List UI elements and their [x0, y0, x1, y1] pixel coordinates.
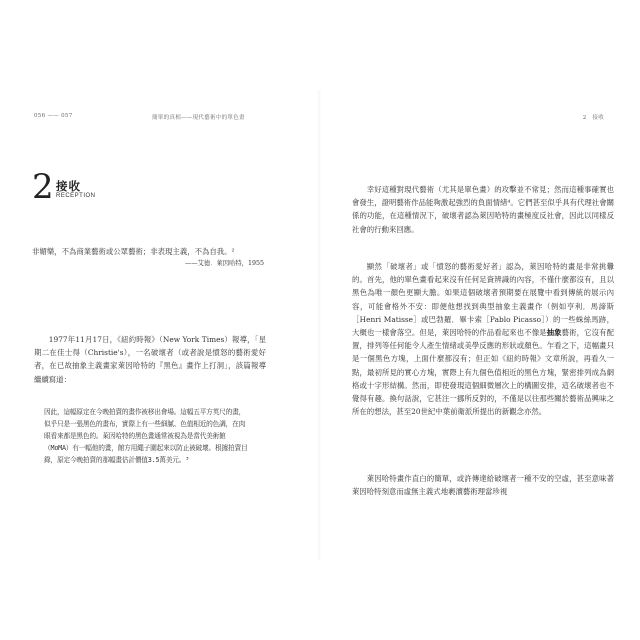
epigraph	[32, 245, 264, 267]
page-numbers: 056 —— 057	[34, 113, 73, 119]
block-quote: 因此，這幅原定在今晚拍賣的畫作被移出會場。這幅五平方英尺的畫，似乎只是一張黑色的畫布，實際上有一些細膩、色值相近的色調，在肉眼看來都是黑色的。萊因哈特的黑色畫通常被視為是當代美術館（MoMA）有一幅他的畫，館方用繩子圍起來以防止被破壞。根據拍賣目錄，原定今晚拍賣的那幅畫估計價值3.5萬美元。³	[44, 408, 248, 464]
right-page	[334, 0, 620, 640]
emphasis-text: 抽象	[546, 328, 562, 338]
body-paragraph-2	[352, 260, 614, 418]
paragraph-text-cont: 藝術，它沒有配置，排列等任何能令人產生情緒或美學反應的形狀或顏色。乍看之下，這幅畫只是一個黑色方塊，上面什麼都沒有；但正如《紐約時報》文章所說，再看久一點，最初所見的實心方塊，實際上有九個色值相近的黑色方塊，緊密排列成為網格或十字形結構。然而，即使發現這個細微層次上的構圖安排，這名破壞者也不覺得有趣。換句話說，它甚注一挪所反對的，不僅是以往那些關於藝術品興味之所在的想法，甚至20世紀中葉前衛派所提出的新觀念亦然。	[352, 328, 614, 417]
paragraph-text: 顯然「破壞者」或「憤怒的藝術愛好者」認為，萊因哈特的畫是非常挑釁的。首先，他的單色畫看起來沒有任何足資辨識的內容，不僅什麼都沒有，且以黑色為唯一顏色更顯大膽。如果這個破壞者預期要在展覽中看到傳統的展示內容，可能會格外不安：即便他想找到典型抽象主義畫作（例如亨利．馬諦斯［Henri Matisse］或巴勃羅．畢卡索［Pablo Picasso］）的一些蛛絲馬跡，大概也一樣會落空。但是，萊因哈特的作品看起來也不像是	[352, 262, 614, 338]
running-head-right: 2 接收	[582, 115, 604, 121]
chapter-title: 接收	[56, 179, 81, 193]
chapter-number: 2	[32, 167, 54, 207]
epigraph-quote: 非媚樂，不為商業藝術或公眾藝術；非表現主義，不為自我。²	[32, 247, 235, 256]
gutter-shadow	[318, 90, 322, 560]
chapter-heading	[32, 167, 232, 208]
book-title: 簡單的真相——現代藝術中的單色畫	[152, 115, 245, 121]
body-paragraph: 1977年11月17日，《紐約時報》（New York Times）報導，「星期二在佳士得（Christie's），一名破壞者（或者說是憤怒的藝術愛好者，在已故抽象主義畫家萊因哈特的『黑色』畫作上打洞」，該篇報導繼續寫道：	[34, 335, 266, 384]
body-paragraph-1: 幸好這種對現代藝術（尤其是單色畫）的攻擊並不常見；然而這種事確實也會發生，證明藝術作品能夠激起強烈的負面情緒⁴。它們甚至似乎具有代理社會關係的功能，在這種情況下，破壞者認為萊因哈特的畫極度反社會，因此以同樣反社會的行動來回應。	[352, 185, 614, 234]
left-page	[20, 0, 306, 640]
body-paragraph-3: 萊因哈特畫作直白的簡單，或許傳達給破壞者一種不安的空虛，甚至意味著萊因哈特刻意而虛無主義式地褻瀆藝術理當珍視	[352, 474, 614, 497]
chapter-subtitle: RECEPTION	[56, 193, 96, 199]
epigraph-source: ——艾德．萊因哈特，1955	[185, 260, 264, 267]
running-head-left	[34, 113, 245, 121]
